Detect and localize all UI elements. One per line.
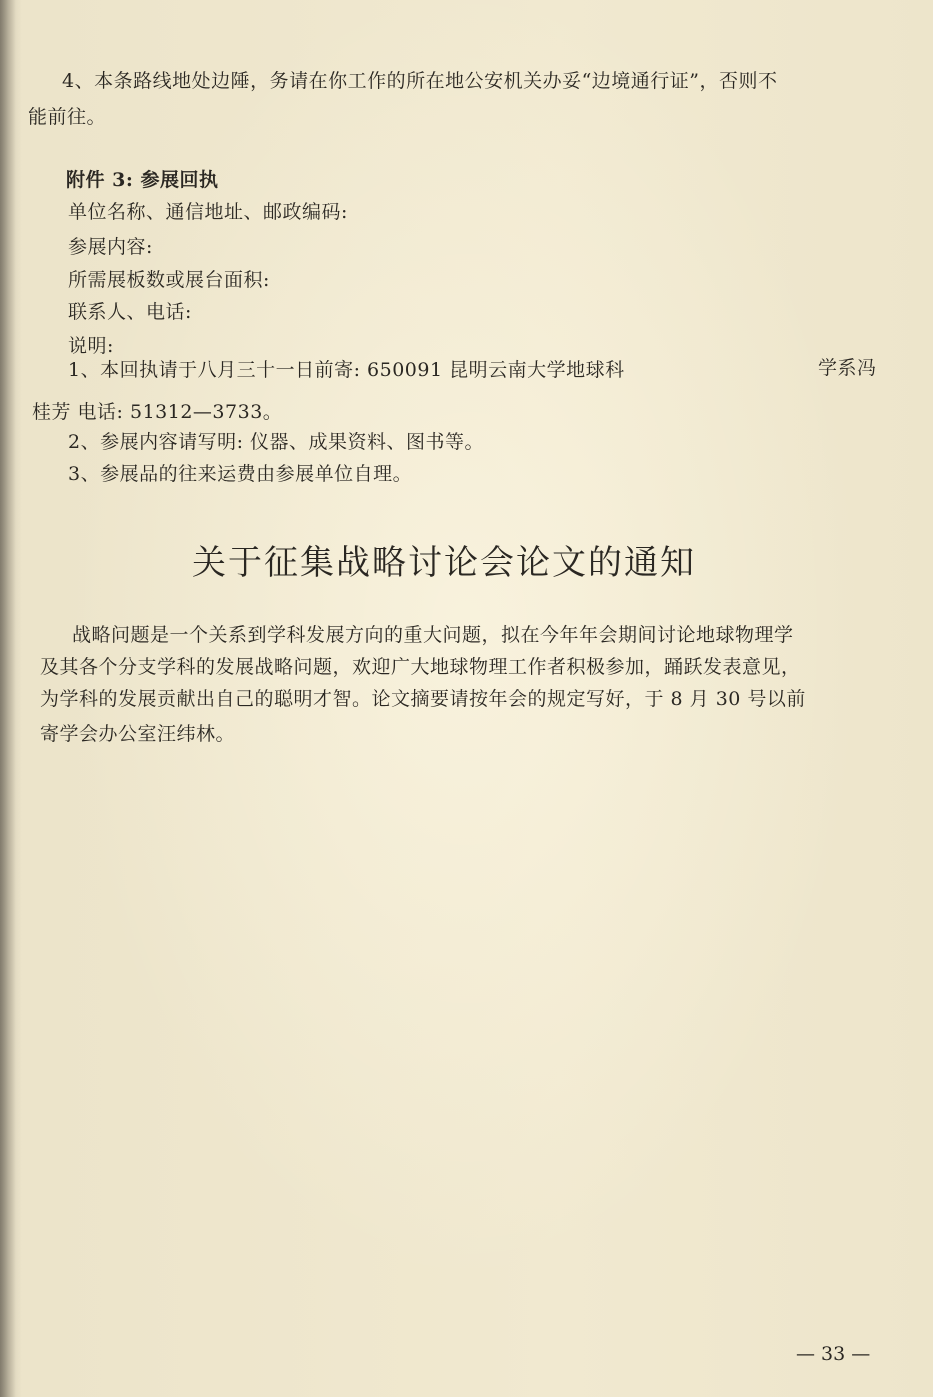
notice-paragraph-line-3: 为学科的发展贡献出自己的聪明才智。论文摘要请按年会的规定写好，于 8 月 30 号以前 <box>40 688 806 710</box>
note-1-line-2: 桂芳 电话: 51312—3733。 <box>32 401 283 423</box>
field-notes-label: 说明: <box>68 335 114 357</box>
attachment-heading: 附件 3: 参展回执 <box>66 169 219 191</box>
note-2: 2、参展内容请写明: 仪器、成果资料、图书等。 <box>68 431 485 453</box>
notice-paragraph-line-4: 寄学会办公室汪纬林。 <box>40 723 236 745</box>
field-unit-address: 单位名称、通信地址、邮政编码: <box>68 201 348 223</box>
field-booth-area: 所需展板数或展台面积: <box>68 269 270 291</box>
notice-title: 关于征集战略讨论会论文的通知 <box>192 543 696 583</box>
field-contact: 联系人、电话: <box>68 301 192 323</box>
note-1-line-1: 1、本回执请于八月三十一日前寄: 650091 昆明云南大学地球科 <box>68 359 625 381</box>
page-number: — 33 — <box>796 1343 871 1365</box>
binding-shadow <box>0 0 16 1397</box>
notice-paragraph-line-2: 及其各个分支学科的发展战略问题，欢迎广大地球物理工作者积极参加，踊跃发表意见， <box>40 656 801 678</box>
item-4-line-1: 4、本条路线地处边陲，务请在你工作的所在地公安机关办妥“边境通行证”，否则不 <box>62 70 778 92</box>
notice-paragraph-line-1: 战略问题是一个关系到学科发展方向的重大问题，拟在今年年会期间讨论地球物理学 <box>72 624 794 646</box>
note-3: 3、参展品的往来运费由参展单位自理。 <box>68 463 413 485</box>
field-content: 参展内容: <box>68 236 153 258</box>
item-4-line-2: 能前往。 <box>28 106 107 128</box>
note-1-line-1-end: 学系冯 <box>818 357 877 379</box>
